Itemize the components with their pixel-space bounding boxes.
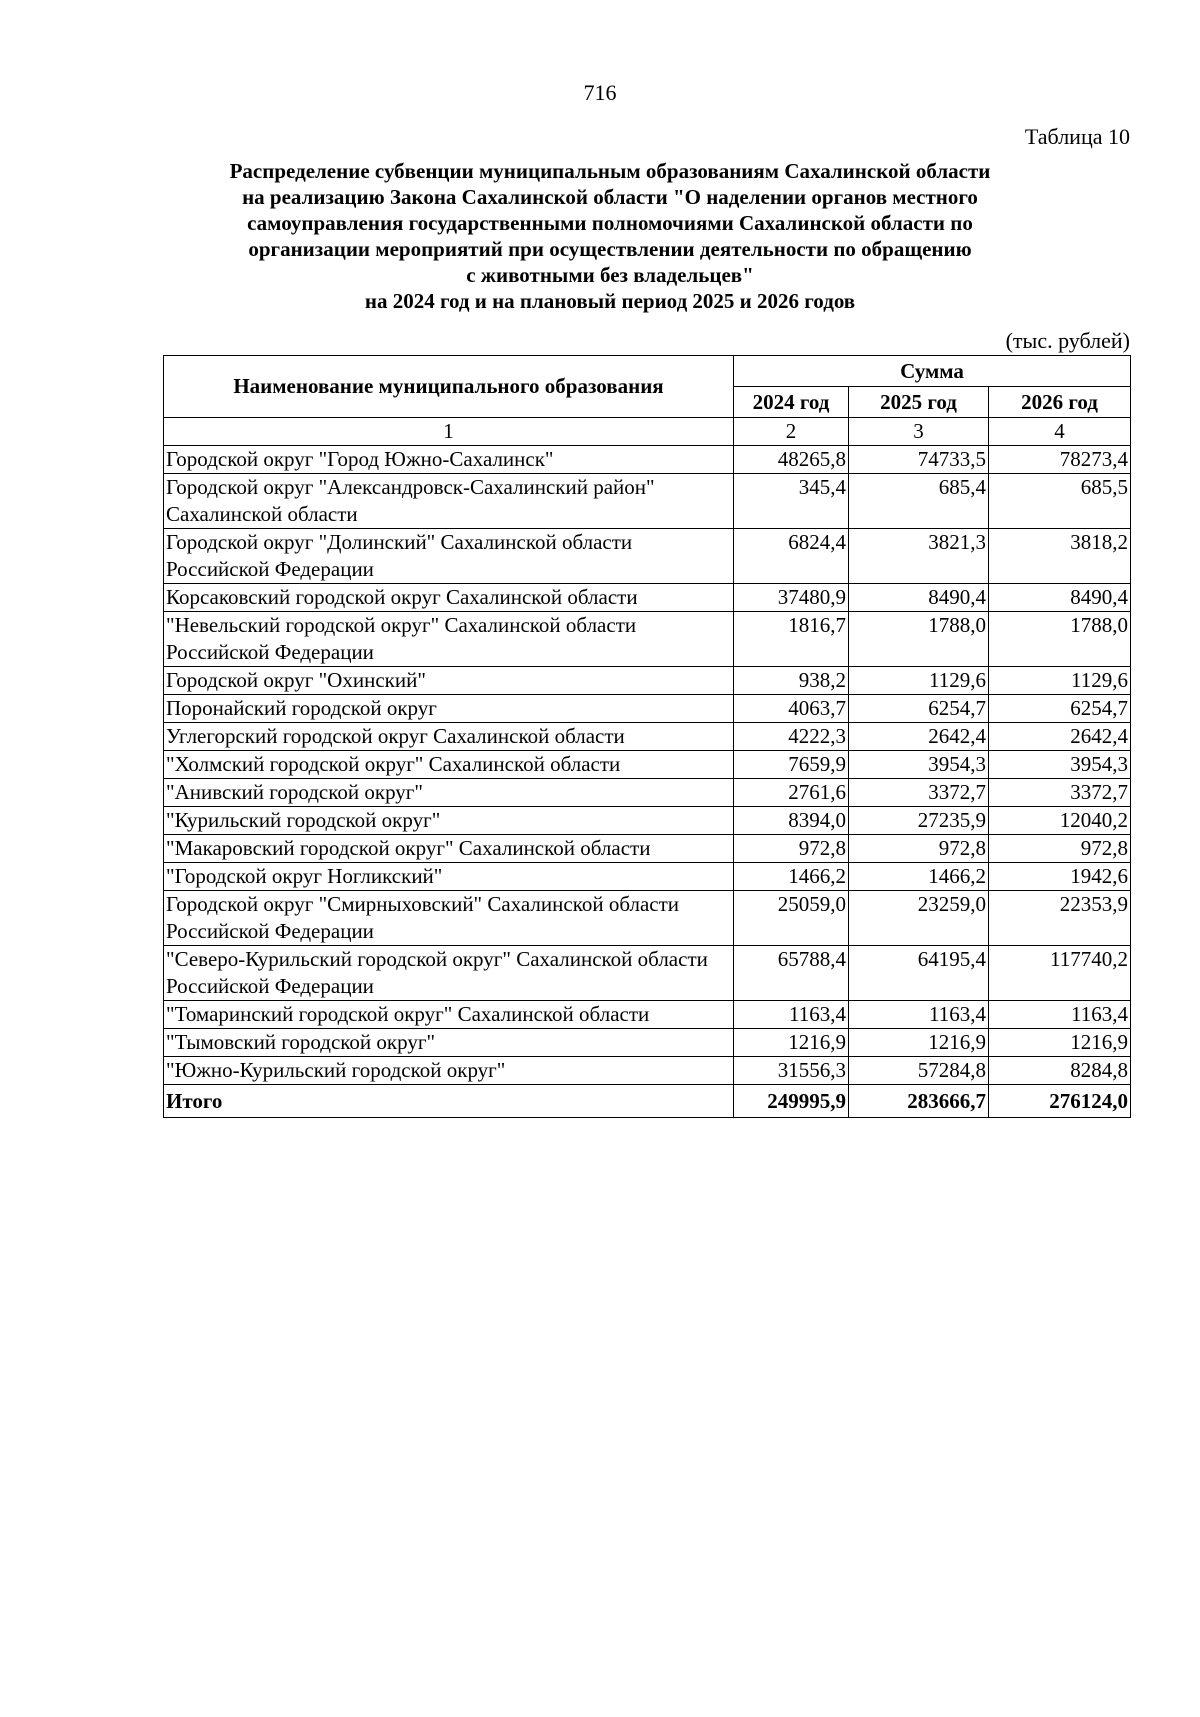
header-year-2024: 2024 год	[734, 387, 849, 418]
table-row	[164, 779, 1131, 807]
row-value-2024: 37480,9	[734, 584, 849, 612]
row-value-2026: 1129,6	[989, 667, 1131, 695]
table-row	[164, 667, 1131, 695]
row-value-2024: 65788,4	[734, 946, 849, 1001]
row-value-2025: 64195,4	[849, 946, 989, 1001]
row-value-2026: 685,5	[989, 474, 1131, 529]
row-name: Корсаковский городской округ Сахалинской области	[164, 584, 734, 612]
table-row	[164, 891, 1131, 946]
table-row	[164, 529, 1131, 584]
row-name: "Анивский городской округ"	[164, 779, 734, 807]
row-value-2024: 4222,3	[734, 723, 849, 751]
row-name: Городской округ "Александровск-Сахалинский район" Сахалинской области	[164, 474, 734, 529]
row-value-2026: 3954,3	[989, 751, 1131, 779]
row-name: Углегорский городской округ Сахалинской области	[164, 723, 734, 751]
row-value-2024: 31556,3	[734, 1057, 849, 1085]
row-value-2024: 972,8	[734, 835, 849, 863]
row-value-2026: 1163,4	[989, 1001, 1131, 1029]
row-name: Городской округ "Долинский" Сахалинской области Российской Федерации	[164, 529, 734, 584]
column-number: 3	[849, 418, 989, 446]
row-value-2026: 12040,2	[989, 807, 1131, 835]
title-line: на 2024 год и на плановый период 2025 и 2026 годов	[364, 289, 856, 313]
table-row	[164, 584, 1131, 612]
row-value-2025: 2642,4	[849, 723, 989, 751]
row-name: Городской округ "Город Южно-Сахалинск"	[164, 446, 734, 474]
header-name: Наименование муниципального образования	[164, 356, 734, 418]
row-value-2026: 78273,4	[989, 446, 1131, 474]
row-name: "Невельский городской округ" Сахалинской области Российской Федерации	[164, 612, 734, 667]
row-value-2024: 2761,6	[734, 779, 849, 807]
units-label: (тыс. рублей)	[1005, 328, 1130, 353]
row-name: "Городской округ Ногликский"	[164, 863, 734, 891]
row-value-2025: 1788,0	[849, 612, 989, 667]
header-year-2026: 2026 год	[989, 387, 1131, 418]
title-line: организации мероприятий при осуществлении деятельности по обращению	[248, 237, 972, 261]
row-value-2025: 1163,4	[849, 1001, 989, 1029]
total-row	[164, 1085, 1131, 1118]
row-name: "Холмский городской округ" Сахалинской области	[164, 751, 734, 779]
row-value-2026: 1788,0	[989, 612, 1131, 667]
row-value-2026: 8490,4	[989, 584, 1131, 612]
row-value-2026: 3818,2	[989, 529, 1131, 584]
row-value-2024: 7659,9	[734, 751, 849, 779]
table-row	[164, 835, 1131, 863]
row-value-2025: 27235,9	[849, 807, 989, 835]
total-label: Итого	[164, 1085, 734, 1118]
title-line: Распределение субвенции муниципальным образованиям Сахалинской области	[229, 159, 991, 183]
row-name: Городской округ "Охинский"	[164, 667, 734, 695]
table-row	[164, 612, 1131, 667]
row-value-2025: 1466,2	[849, 863, 989, 891]
row-value-2026: 8284,8	[989, 1057, 1131, 1085]
row-value-2026: 3372,7	[989, 779, 1131, 807]
row-value-2026: 1942,6	[989, 863, 1131, 891]
row-value-2024: 1816,7	[734, 612, 849, 667]
row-value-2025: 685,4	[849, 474, 989, 529]
row-value-2024: 1163,4	[734, 1001, 849, 1029]
row-value-2025: 8490,4	[849, 584, 989, 612]
subvention-table	[163, 355, 1131, 1118]
page-number: 716	[583, 80, 617, 105]
row-value-2025: 972,8	[849, 835, 989, 863]
table-row	[164, 1057, 1131, 1085]
row-value-2024: 1466,2	[734, 863, 849, 891]
table-row	[164, 863, 1131, 891]
row-name: "Тымовский городской округ"	[164, 1029, 734, 1057]
row-value-2025: 57284,8	[849, 1057, 989, 1085]
row-value-2025: 74733,5	[849, 446, 989, 474]
row-value-2026: 972,8	[989, 835, 1131, 863]
row-value-2026: 6254,7	[989, 695, 1131, 723]
table-row	[164, 695, 1131, 723]
title-line: самоуправления государственными полномочиями Сахалинской области по	[247, 211, 973, 235]
row-value-2025: 23259,0	[849, 891, 989, 946]
row-value-2025: 1129,6	[849, 667, 989, 695]
row-name: "Томаринский городской округ" Сахалинской области	[164, 1001, 734, 1029]
row-value-2025: 3954,3	[849, 751, 989, 779]
row-value-2024: 1216,9	[734, 1029, 849, 1057]
row-value-2025: 3372,7	[849, 779, 989, 807]
column-number: 4	[989, 418, 1131, 446]
table-row	[164, 751, 1131, 779]
row-value-2025: 3821,3	[849, 529, 989, 584]
row-value-2024: 25059,0	[734, 891, 849, 946]
table-row	[164, 446, 1131, 474]
header-year-2025: 2025 год	[849, 387, 989, 418]
row-value-2024: 4063,7	[734, 695, 849, 723]
row-name: Поронайский городской округ	[164, 695, 734, 723]
row-value-2024: 345,4	[734, 474, 849, 529]
table-row	[164, 474, 1131, 529]
row-value-2026: 1216,9	[989, 1029, 1131, 1057]
column-number: 2	[734, 418, 849, 446]
table-row	[164, 1001, 1131, 1029]
row-value-2024: 6824,4	[734, 529, 849, 584]
row-name: Городской округ "Смирныховский" Сахалинской области Российской Федерации	[164, 891, 734, 946]
title-line: на реализацию Закона Сахалинской области "О наделении органов местного	[242, 185, 978, 209]
row-value-2024: 8394,0	[734, 807, 849, 835]
table-row	[164, 946, 1131, 1001]
row-value-2024: 48265,8	[734, 446, 849, 474]
total-2025: 283666,7	[849, 1085, 989, 1118]
column-number: 1	[164, 418, 734, 446]
document-title	[160, 158, 1060, 314]
table-label: Таблица 10	[1024, 124, 1130, 149]
table-row	[164, 723, 1131, 751]
row-value-2026: 22353,9	[989, 891, 1131, 946]
row-value-2026: 117740,2	[989, 946, 1131, 1001]
row-name: "Северо-Курильский городской округ" Сахалинской области Российской Федерации	[164, 946, 734, 1001]
row-name: "Макаровский городской округ" Сахалинской области	[164, 835, 734, 863]
total-2026: 276124,0	[989, 1085, 1131, 1118]
table-row	[164, 1029, 1131, 1057]
table-row	[164, 807, 1131, 835]
row-name: "Курильский городской округ"	[164, 807, 734, 835]
header-sum: Сумма	[734, 356, 1131, 387]
title-line: с животными без владельцев"	[466, 263, 754, 287]
row-value-2024: 938,2	[734, 667, 849, 695]
row-value-2026: 2642,4	[989, 723, 1131, 751]
row-name: "Южно-Курильский городской округ"	[164, 1057, 734, 1085]
row-value-2025: 1216,9	[849, 1029, 989, 1057]
row-value-2025: 6254,7	[849, 695, 989, 723]
total-2024: 249995,9	[734, 1085, 849, 1118]
